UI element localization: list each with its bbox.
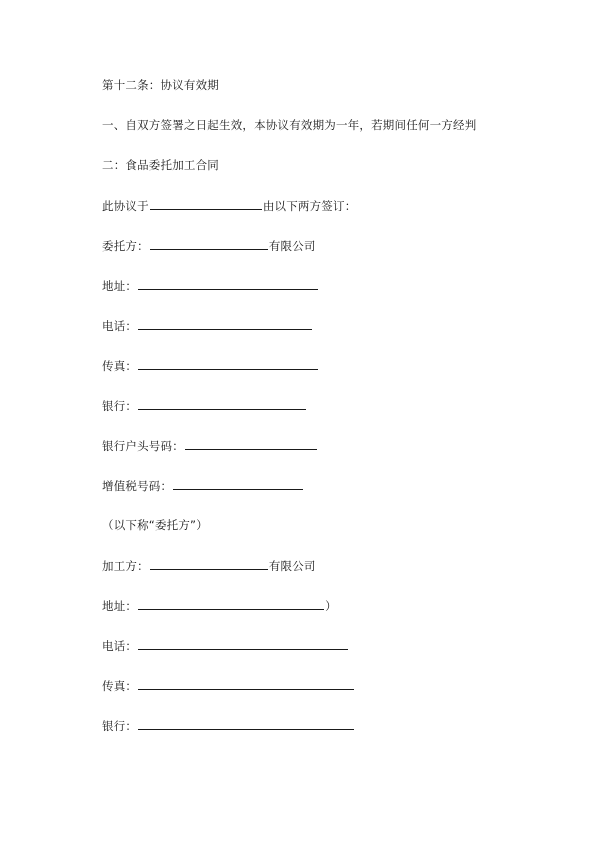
processor-phone-label: 电话： xyxy=(102,639,138,653)
processor-name-blank xyxy=(150,558,268,570)
processor-name-label: 加工方： xyxy=(102,559,149,573)
client-bank-blank xyxy=(138,398,306,410)
processor-phone-line xyxy=(102,638,349,653)
client-name-label: 委托方： xyxy=(102,239,149,253)
client-fax-label: 传真： xyxy=(102,359,138,373)
processor-address-suffix: ） xyxy=(325,599,337,613)
client-name-suffix: 有限公司 xyxy=(268,239,316,253)
processor-address-blank xyxy=(138,598,324,610)
processor-phone-blank xyxy=(138,638,348,650)
processor-bank-blank xyxy=(138,718,354,730)
effective-clause-text: 一、自双方签署之日起生效，本协议有效期为一年，若期间任何一方经判 xyxy=(102,118,477,132)
client-name-blank xyxy=(150,238,268,250)
processor-bank-line xyxy=(102,718,355,733)
processor-address-label: 地址： xyxy=(102,599,138,613)
client-name-line xyxy=(102,238,316,253)
contract-title xyxy=(102,158,219,172)
client-bank-label: 银行： xyxy=(102,399,138,413)
contract-title-text: 二：食品委托加工合同 xyxy=(102,158,219,172)
signing-date-blank xyxy=(150,198,262,210)
client-address-line xyxy=(102,278,319,293)
processor-fax-label: 传真： xyxy=(102,679,138,693)
client-fax-blank xyxy=(138,358,318,370)
client-phone-line xyxy=(102,318,313,333)
processor-fax-blank xyxy=(138,678,354,690)
processor-bank-label: 银行： xyxy=(102,719,138,733)
client-vat-blank xyxy=(173,478,303,490)
client-bank-line xyxy=(102,398,307,413)
processor-name-suffix: 有限公司 xyxy=(268,559,316,573)
client-address-blank xyxy=(138,278,318,290)
client-fax-line xyxy=(102,358,319,373)
client-phone-label: 电话： xyxy=(102,319,138,333)
client-vat-label: 增值税号码： xyxy=(102,479,173,493)
client-vat-line xyxy=(102,478,304,493)
article-twelve-heading xyxy=(102,78,219,92)
processor-address-line xyxy=(102,598,337,613)
effective-clause xyxy=(102,118,476,132)
signing-date-suffix: 由以下两方签订： xyxy=(262,199,357,213)
signing-date-label: 此协议于 xyxy=(102,199,149,213)
signing-date-line xyxy=(102,198,356,213)
client-account-blank xyxy=(185,438,317,450)
article-twelve-heading-text: 第十二条：协议有效期 xyxy=(102,78,219,92)
processor-name-line xyxy=(102,558,316,573)
client-account-label: 银行户头号码： xyxy=(102,439,184,453)
client-alias-note xyxy=(102,518,208,532)
processor-fax-line xyxy=(102,678,355,693)
client-account-line xyxy=(102,438,318,453)
client-phone-blank xyxy=(138,318,312,330)
client-address-label: 地址： xyxy=(102,279,138,293)
client-alias-note-text: （以下称“委托方”） xyxy=(102,518,208,532)
